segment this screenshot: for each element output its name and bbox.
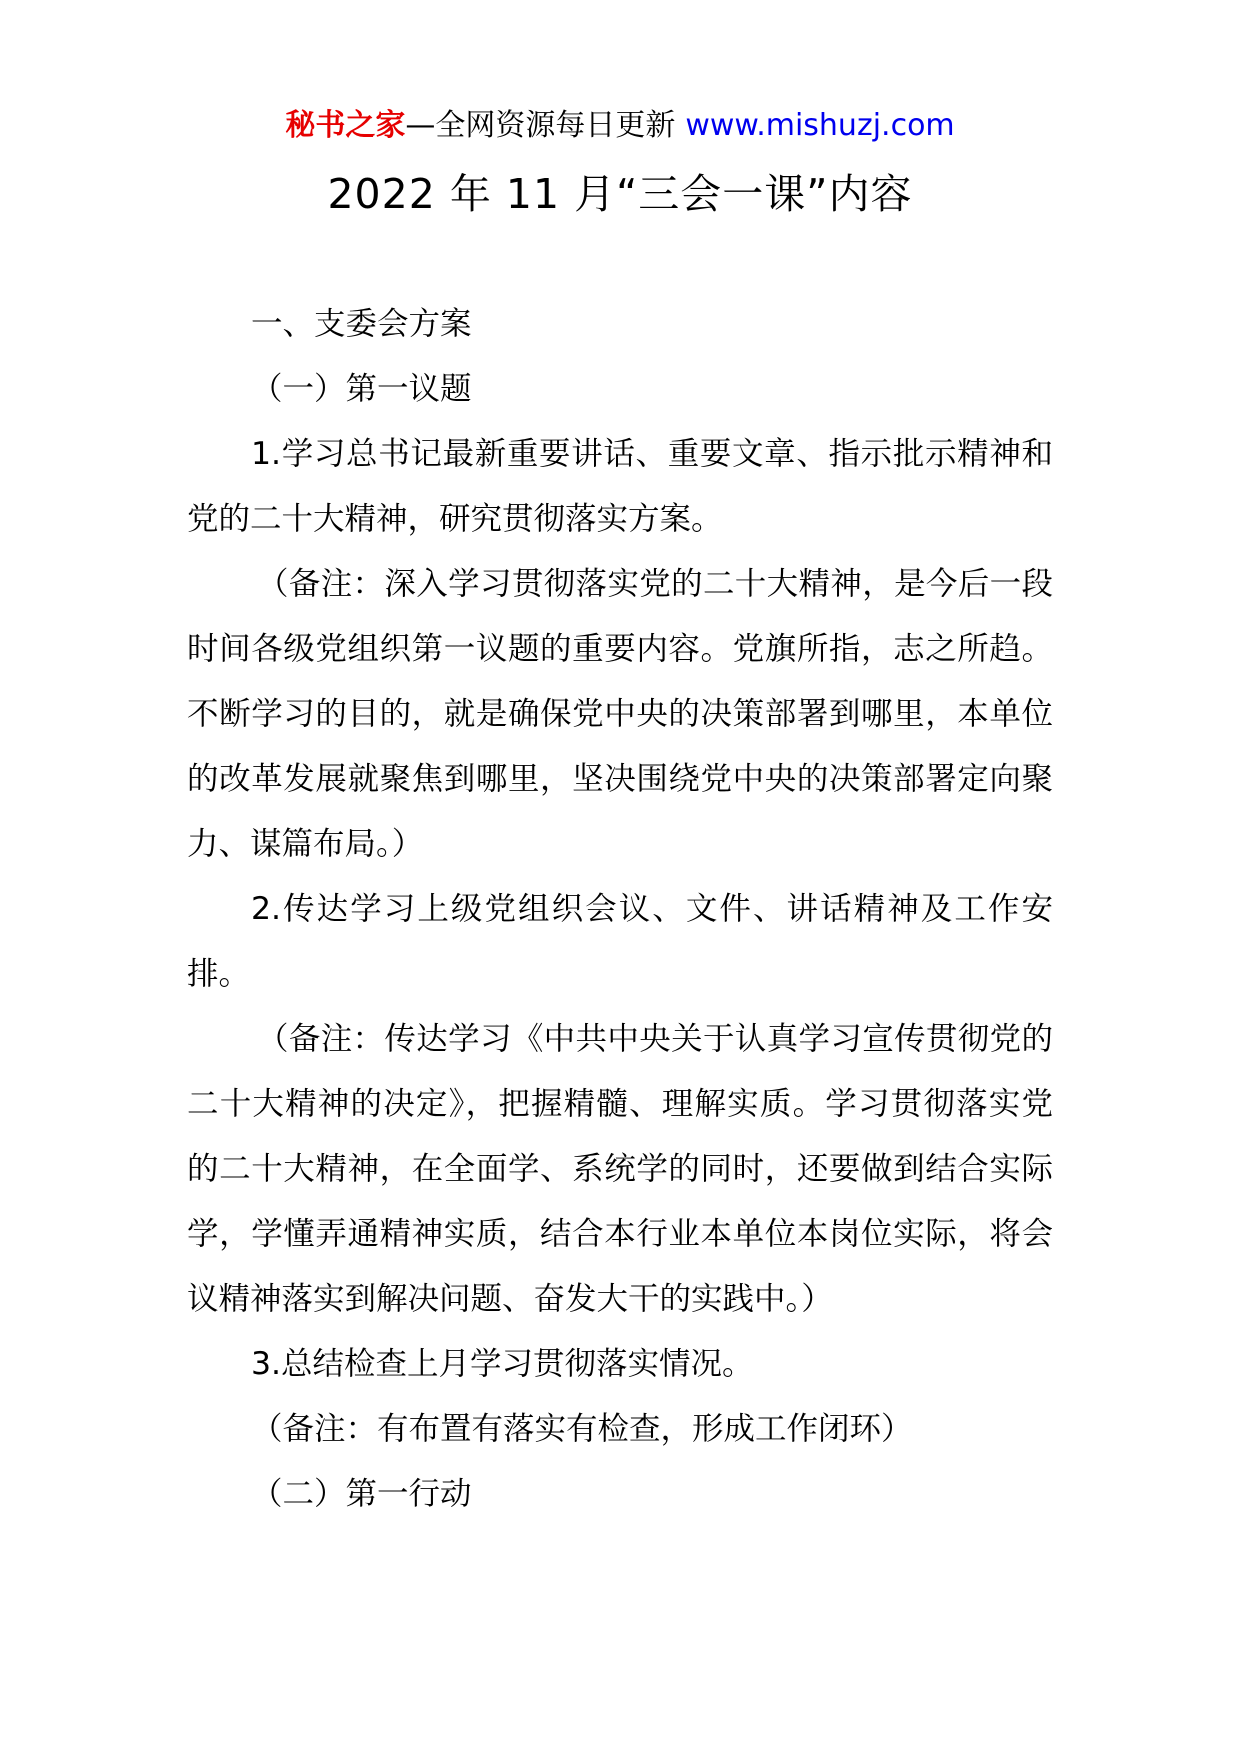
agenda-item: 3.总结检查上月学习贯彻落实情况。 (251, 1346, 754, 1382)
brand-name: 秘书之家 (285, 108, 406, 143)
agenda-note: （备注：深入学习贯彻落实党的二十大精神，是今后一段时间各级党组织第一议题的重要内容。党旗所指，志之所趋。不断学习的目的，就是确保党中央的决策部署到哪里，本单位的改革发展就聚焦到哪里，坚决围绕党中央的决策部署定向聚力、谋篇布局。） (187, 566, 1053, 862)
subsection-heading: （二）第一行动 (251, 1476, 472, 1512)
section-heading: 一、支委会方案 (251, 306, 472, 342)
agenda-note: （备注：传达学习《中共中央关于认真学习宣传贯彻党的二十大精神的决定》，把握精髓、理解实质。学习贯彻落实党的二十大精神，在全面学、系统学的同时，还要做到结合实际学，学懂弄通精神实质，结合本行业本单位本岗位实际，将会议精神落实到解决问题、奋发大干的实践中。） (187, 1021, 1053, 1317)
document-title: 2022 年 11 月“三会一课”内容 (327, 170, 913, 218)
agenda-item: 2.传达学习上级党组织会议、文件、讲话精神及工作安排。 (187, 891, 1053, 992)
site-header (0, 104, 1240, 148)
agenda-item: 1.学习总书记最新重要讲话、重要文章、指示批示精神和党的二十大精神，研究贯彻落实方案。 (187, 436, 1053, 537)
document-body (187, 292, 1053, 1527)
subsection-heading: （一）第一议题 (251, 371, 472, 407)
brand-tagline: —全网资源每日更新 (405, 108, 676, 143)
agenda-note: （备注：有布置有落实有检查，形成工作闭环） (251, 1411, 913, 1447)
site-url-link[interactable]: www.mishuzj.com (685, 108, 955, 143)
